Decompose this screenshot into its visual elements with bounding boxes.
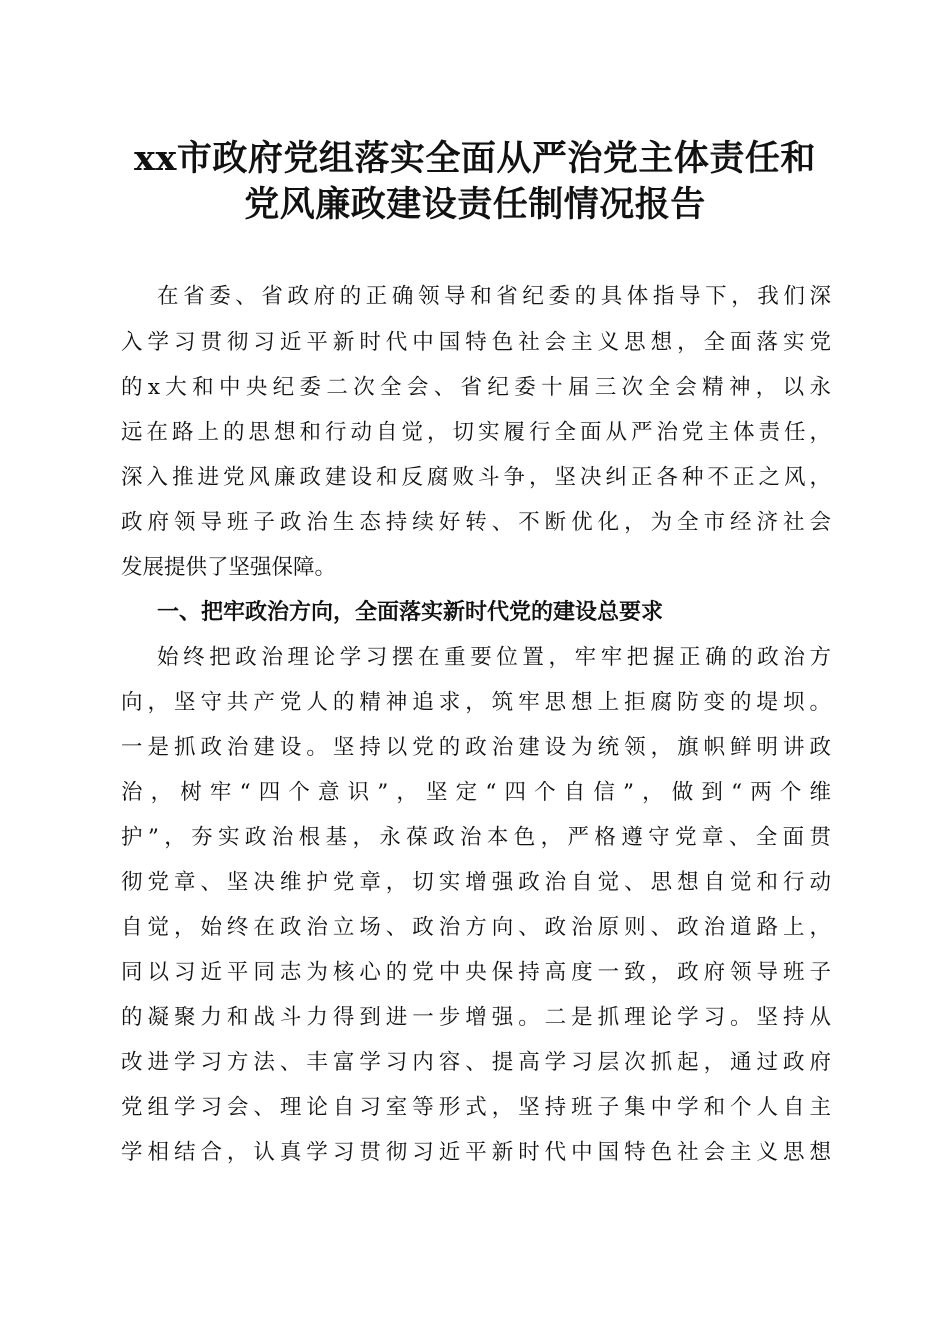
section-paragraph-line: 党组学习会、理论自习室等形式，坚持班子集中学和个人自主	[121, 1095, 831, 1120]
section-paragraph-line: 自觉，始终在政治立场、政治方向、政治原则、政治道路上，	[121, 915, 831, 940]
section-paragraph-line: 始终把政治理论学习摆在重要位置，牢牢把握正确的政治方	[157, 645, 831, 670]
intro-paragraph-line: 政府领导班子政治生态持续好转、不断优化，为全市经济社会	[121, 510, 831, 535]
document-title-line-1: xx市政府党组落实全面从严治党主体责任和	[134, 138, 816, 179]
section-paragraph-line: 彻党章、坚决维护党章，切实增强政治自觉、思想自觉和行动	[121, 870, 831, 895]
intro-paragraph-line: 在省委、省政府的正确领导和省纪委的具体指导下，我们深	[157, 284, 831, 309]
section-paragraph-line: 护”，夯实政治根基，永葆政治本色，严格遵守党章、全面贯	[121, 825, 831, 850]
section-paragraph-line: 治，树牢“四个意识”，坚定“四个自信”，做到“两个维	[121, 780, 831, 805]
document-title-line-2: 党风廉政建设责任制情况报告	[244, 184, 706, 225]
intro-paragraph-line: 的x大和中央纪委二次全会、省纪委十届三次全会精神，以永	[121, 375, 831, 400]
intro-paragraph-line: 发展提供了坚强保障。	[121, 555, 337, 580]
section-paragraph-line: 一是抓政治建设。坚持以党的政治建设为统领，旗帜鲜明讲政	[121, 735, 831, 760]
intro-paragraph-line: 深入推进党风廉政建设和反腐败斗争，坚决纠正各种不正之风，	[121, 465, 831, 490]
intro-paragraph-line: 入学习贯彻习近平新时代中国特色社会主义思想，全面落实党	[121, 330, 831, 355]
section-paragraph-line: 学相结合，认真学习贯彻习近平新时代中国特色社会主义思想	[121, 1140, 831, 1165]
intro-paragraph-line: 远在路上的思想和行动自觉，切实履行全面从严治党主体责任，	[121, 420, 831, 445]
section-heading: 一、把牢政治方向，全面落实新时代党的建设总要求	[157, 600, 664, 625]
section-paragraph-line: 改进学习方法、丰富学习内容、提高学习层次抓起，通过政府	[121, 1050, 831, 1075]
section-paragraph-line: 同以习近平同志为核心的党中央保持高度一致，政府领导班子	[121, 960, 831, 985]
section-paragraph-line: 向，坚守共产党人的精神追求，筑牢思想上拒腐防变的堤坝。	[121, 690, 831, 715]
section-paragraph-line: 的凝聚力和战斗力得到进一步增强。二是抓理论学习。坚持从	[121, 1005, 831, 1030]
